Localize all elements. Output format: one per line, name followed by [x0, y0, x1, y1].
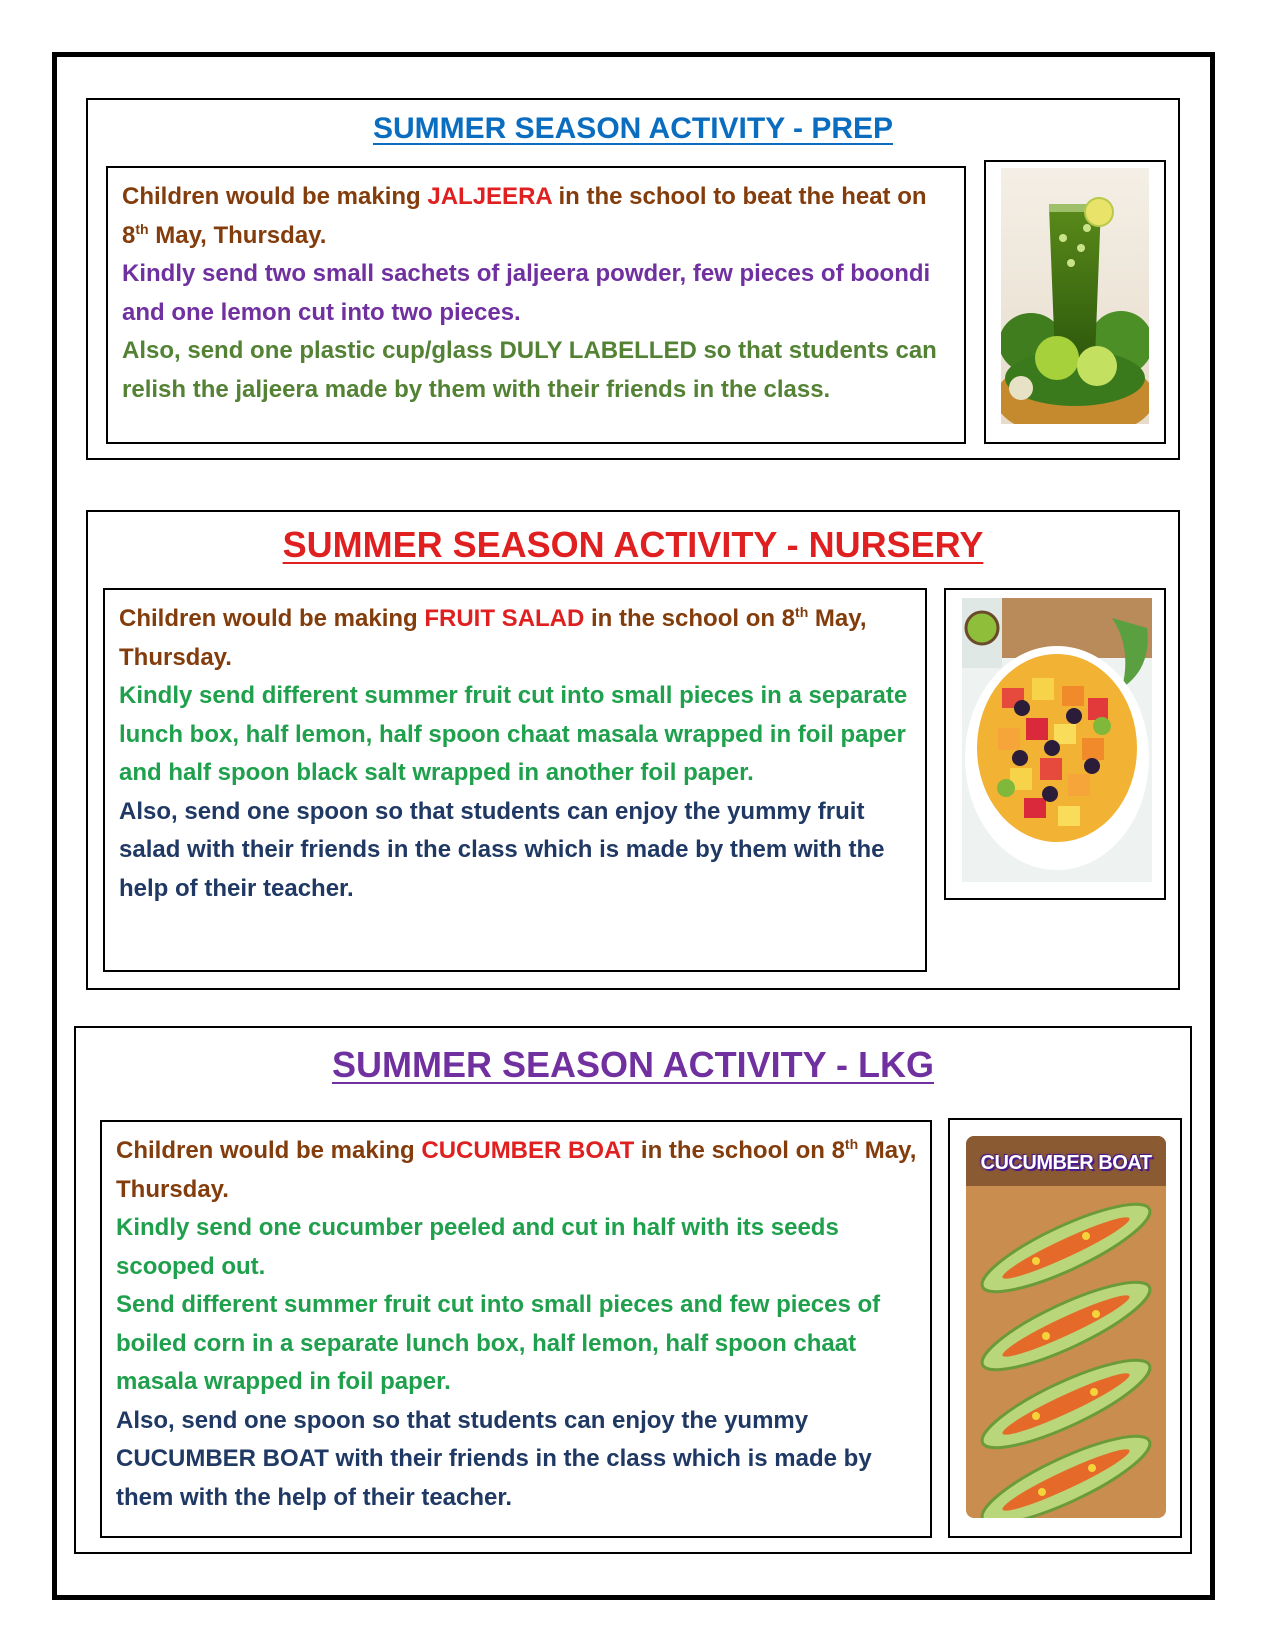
lkg-body [116, 1132, 918, 1517]
prep-title: SUMMER SEASON ACTIVITY - PREP [372, 112, 894, 145]
nursery-date-sup: th [795, 604, 809, 620]
prep-send-instructions: Kindly send two small sachets of jaljeera powder, few pieces of boondi and one lemon cut into two pieces. [122, 260, 931, 326]
prep-text-box [106, 166, 966, 444]
nursery-intro-post: in the school on 8 [584, 605, 796, 632]
nursery-activity-name: FRUIT SALAD [424, 605, 585, 632]
nursery-section [86, 510, 1180, 990]
nursery-also-instructions: Also, send one spoon so that students can enjoy the yummy fruit salad with their friends in the class which is made by them with the help of their teacher. [119, 797, 885, 902]
lkg-send-instructions-2: Send different summer fruit cut into small pieces and few pieces of boiled corn in a separate lunch box, half lemon, half spoon chaat masala wrapped in foil paper. [116, 1291, 881, 1395]
nursery-image-box [944, 588, 1166, 900]
lkg-image-box [948, 1118, 1182, 1538]
prep-date-num: 8 [122, 221, 136, 249]
prep-date-sup: th [135, 220, 149, 237]
lkg-date-rest: May, Thursday. [116, 1137, 917, 1203]
nursery-intro-pre: Children would be making [119, 605, 425, 632]
nursery-date-rest: May, Thursday. [119, 605, 867, 671]
prep-date [122, 217, 952, 256]
prep-date-rest: May, Thursday. [148, 221, 327, 249]
prep-also-instructions: Also, send one plastic cup/glass DULY LABELLED so that students can relish the jaljeera made by them with their friends in the class. [122, 337, 937, 403]
prep-image-box [984, 160, 1166, 444]
nursery-title: SUMMER SEASON ACTIVITY - NURSERY [282, 524, 984, 565]
lkg-activity-name: CUCUMBER BOAT [421, 1137, 635, 1164]
nursery-body [119, 600, 913, 908]
prep-activity-name: JALJEERA [427, 183, 552, 210]
jaljeera-glass-photo [1001, 168, 1149, 424]
nursery-intro [119, 600, 913, 677]
nursery-text-box [103, 588, 927, 972]
lkg-intro-post: in the school on 8 [634, 1137, 845, 1164]
prep-intro [122, 178, 952, 217]
cucumber-boat-image-label: CUCUMBER BOAT [980, 1152, 1152, 1174]
lkg-also-instructions: Also, send one spoon so that students can enjoy the yummy CUCUMBER BOAT with their friends in the class which is made by them with the help of their teacher. [116, 1406, 872, 1511]
lkg-date-sup: th [844, 1136, 859, 1152]
lkg-send-instructions: Kindly send one cucumber peeled and cut in half with its seeds scooped out. [116, 1214, 839, 1280]
prep-intro-pre: Children would be making [122, 183, 428, 210]
cucumber-boat-photo [966, 1136, 1166, 1518]
nursery-send-instructions: Kindly send different summer fruit cut into small pieces in a separate lunch box, half lemon, half spoon chaat masala wrapped in foil paper and half spoon black salt wrapped in another foil paper. [119, 682, 908, 786]
fruit-salad-bowl-photo [962, 598, 1152, 882]
lkg-section [74, 1026, 1192, 1554]
lkg-title: SUMMER SEASON ACTIVITY - LKG [331, 1044, 935, 1085]
prep-section [86, 98, 1180, 460]
prep-intro-post: in the school to beat the heat on [551, 183, 927, 210]
lkg-intro [116, 1132, 918, 1209]
prep-body [122, 178, 952, 409]
lkg-text-box [100, 1120, 932, 1538]
lkg-intro-pre: Children would be making [116, 1137, 422, 1164]
